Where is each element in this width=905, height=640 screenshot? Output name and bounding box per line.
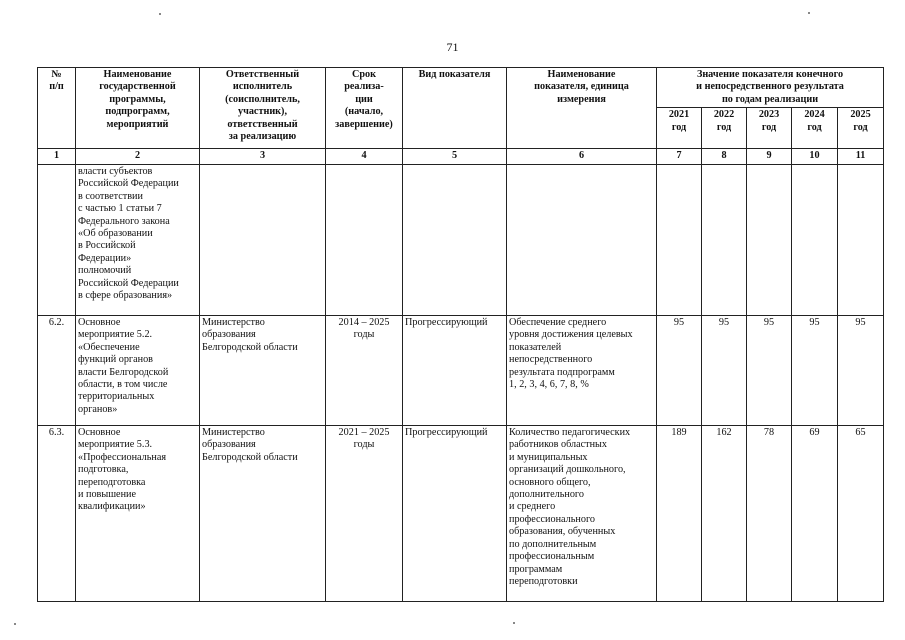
row-name: Основное мероприятие 5.3. «Профессиональная подготовка, переподготовка и повышение квалификации» <box>76 425 200 601</box>
row-name: Основное мероприятие 5.2. «Обеспечение функций органов власти Белгородской области, в том числе территориальных органов» <box>76 315 200 425</box>
row-indicator-type <box>403 164 507 315</box>
row-value-2023: 95 <box>747 315 792 425</box>
row-value-2025: 95 <box>838 315 884 425</box>
row-value-2022: 95 <box>702 315 747 425</box>
column-number: 9 <box>747 149 792 164</box>
row-indicator-name <box>507 164 657 315</box>
row-num: 6.3. <box>38 425 76 601</box>
row-term: 2021 – 2025 годы <box>326 425 403 601</box>
row-value-2021: 189 <box>657 425 702 601</box>
header-name: Наименование государственной программы, подпрограмм, мероприятий <box>76 68 200 149</box>
header-indicator-type: Вид показателя <box>403 68 507 149</box>
column-number: 11 <box>838 149 884 164</box>
row-indicator-type: Прогрессирующий <box>403 315 507 425</box>
row-value-2023: 78 <box>747 425 792 601</box>
header-term: Срок реализа- ции (начало, завершение) <box>326 68 403 149</box>
row-value-2021: 95 <box>657 315 702 425</box>
scan-speck <box>808 12 810 14</box>
scan-speck <box>513 622 515 624</box>
row-value-2025: 65 <box>838 425 884 601</box>
header-year-2022: 2022 год <box>702 108 747 149</box>
header-year-2025: 2025 год <box>838 108 884 149</box>
row-value-2024 <box>792 164 838 315</box>
column-number: 2 <box>76 149 200 164</box>
scan-speck <box>14 623 16 625</box>
row-value-2023 <box>747 164 792 315</box>
row-name: власти субъектов Российской Федерации в соответствии с частью 1 статьи 7 Федерального закона «Об образовании в Российской Федерации» полномочий Российской Федерации в сфере образования» <box>76 164 200 315</box>
column-number: 1 <box>38 149 76 164</box>
row-num: 6.2. <box>38 315 76 425</box>
table-row <box>38 164 884 315</box>
row-term: 2014 – 2025 годы <box>326 315 403 425</box>
row-value-2025 <box>838 164 884 315</box>
column-numbers-row <box>38 149 884 164</box>
row-indicator-name: Количество педагогических работников областных и муниципальных организаций дошкольного, основного общего, дополнительного и среднего профессионального образования, обученных по дополнительным профессиональным программам переподготовки <box>507 425 657 601</box>
row-value-2022: 162 <box>702 425 747 601</box>
header-num: № п/п <box>38 68 76 149</box>
row-indicator-name: Обеспечение среднего уровня достижения целевых показателей непосредственного результата подпрограмм 1, 2, 3, 4, 6, 7, 8, % <box>507 315 657 425</box>
scan-speck <box>159 13 161 15</box>
row-value-2024: 69 <box>792 425 838 601</box>
indicators-table <box>37 67 884 602</box>
column-number: 6 <box>507 149 657 164</box>
row-value-2022 <box>702 164 747 315</box>
column-number: 10 <box>792 149 838 164</box>
row-value-2021 <box>657 164 702 315</box>
table-row <box>38 315 884 425</box>
column-number: 7 <box>657 149 702 164</box>
row-executor: Министерство образования Белгородской области <box>200 425 326 601</box>
row-executor: Министерство образования Белгородской области <box>200 315 326 425</box>
row-indicator-type: Прогрессирующий <box>403 425 507 601</box>
column-number: 3 <box>200 149 326 164</box>
header-year-2023: 2023 год <box>747 108 792 149</box>
column-number: 5 <box>403 149 507 164</box>
row-num <box>38 164 76 315</box>
header-year-2024: 2024 год <box>792 108 838 149</box>
column-number: 8 <box>702 149 747 164</box>
header-executor: Ответственный исполнитель (соисполнитель, участник), ответственный за реализацию <box>200 68 326 149</box>
column-number: 4 <box>326 149 403 164</box>
header-values-group: Значение показателя конечного и непосредственного результата по годам реализации <box>657 68 884 108</box>
header-indicator-name: Наименование показателя, единица измерения <box>507 68 657 149</box>
table-row <box>38 425 884 601</box>
row-executor <box>200 164 326 315</box>
row-term <box>326 164 403 315</box>
header-row <box>38 68 884 108</box>
row-value-2024: 95 <box>792 315 838 425</box>
header-year-2021: 2021 год <box>657 108 702 149</box>
page-number: 71 <box>446 40 459 54</box>
